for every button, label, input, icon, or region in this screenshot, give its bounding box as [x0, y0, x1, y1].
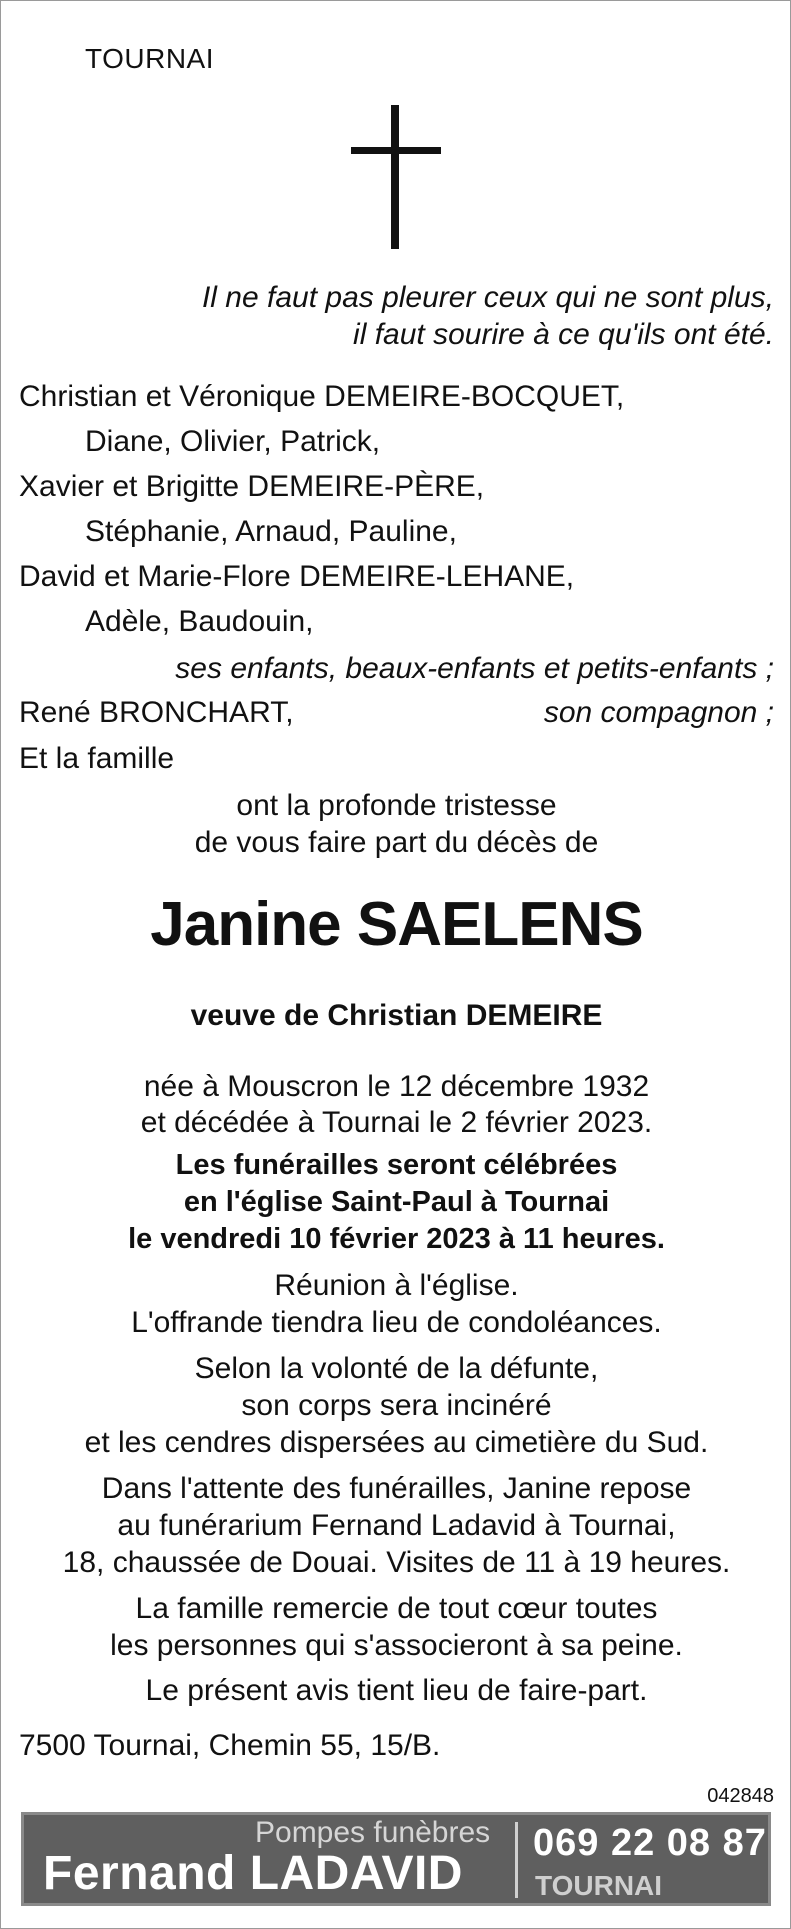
banner-phone: 069 22 08 87	[533, 1822, 767, 1864]
thanks-line: La famille remercie de tout cœur toutes	[135, 1592, 658, 1625]
announcement-line: de vous faire part du décès de	[194, 826, 599, 859]
meeting-line: Réunion à l'église.	[274, 1269, 519, 1302]
city-header: TOURNAI	[85, 43, 214, 74]
banner-divider	[515, 1822, 518, 1898]
wishes-line: et les cendres dispersées au cimetière du Sud.	[84, 1426, 709, 1459]
family-relation: son compagnon ;	[543, 696, 774, 729]
quote-line: il faut sourire à ce qu'ils ont été.	[353, 318, 774, 351]
family-line: David et Marie-Flore DEMEIRE-LEHANE,	[19, 560, 575, 593]
banner-company-name: Fernand LADAVID	[43, 1847, 463, 1900]
banner-city: TOURNAI	[535, 1870, 663, 1901]
meeting-line: L'offrande tiendra lieu de condoléances.	[131, 1306, 662, 1339]
cross-icon	[351, 105, 441, 249]
family-relation: ses enfants, beaux-enfants et petits-enfants ;	[175, 652, 774, 685]
viewing-line: 18, chaussée de Douai. Visites de 11 à 19 heures.	[62, 1546, 731, 1579]
death-line: et décédée à Tournai le 2 février 2023.	[140, 1106, 653, 1139]
wishes-line: Selon la volonté de la défunte,	[194, 1352, 599, 1385]
deceased-name: Janine SAELENS	[150, 890, 643, 959]
reference-number: 042848	[707, 1785, 774, 1807]
viewing-line: Dans l'attente des funérailles, Janine repose	[101, 1472, 692, 1505]
family-line: Xavier et Brigitte DEMEIRE-PÈRE,	[19, 470, 485, 503]
banner-subtitle: Pompes funèbres	[255, 1816, 491, 1849]
family-address: 7500 Tournai, Chemin 55, 15/B.	[19, 1729, 441, 1762]
funeral-home-banner	[21, 1812, 771, 1906]
family-line: Et la famille	[19, 742, 175, 775]
viewing-line: au funérarium Fernand Ladavid à Tournai,	[117, 1509, 676, 1542]
family-line: René BRONCHART,	[19, 696, 294, 729]
family-line: Christian et Véronique DEMEIRE-BOCQUET,	[19, 380, 625, 413]
announcement-line: ont la profonde tristesse	[236, 789, 557, 822]
wishes-line: son corps sera incinéré	[241, 1389, 552, 1422]
notice-line: Le présent avis tient lieu de faire-part.	[145, 1674, 648, 1707]
family-line: Diane, Olivier, Patrick,	[85, 425, 381, 458]
funeral-line: Les funérailles seront célébrées	[175, 1149, 618, 1181]
widow-of: veuve de Christian DEMEIRE	[190, 999, 603, 1032]
epitaph-quote	[202, 279, 774, 353]
quote-line: Il ne faut pas pleurer ceux qui ne sont plus,	[201, 281, 774, 314]
birth-line: née à Mouscron le 12 décembre 1932	[143, 1070, 650, 1103]
family-line: Stéphanie, Arnaud, Pauline,	[85, 515, 457, 548]
funeral-line: le vendredi 10 février 2023 à 11 heures.	[128, 1223, 665, 1255]
family-line: Adèle, Baudouin,	[85, 605, 314, 638]
funeral-line: en l'église Saint-Paul à Tournai	[183, 1186, 610, 1218]
thanks-line: les personnes qui s'associeront à sa peine.	[110, 1629, 683, 1662]
